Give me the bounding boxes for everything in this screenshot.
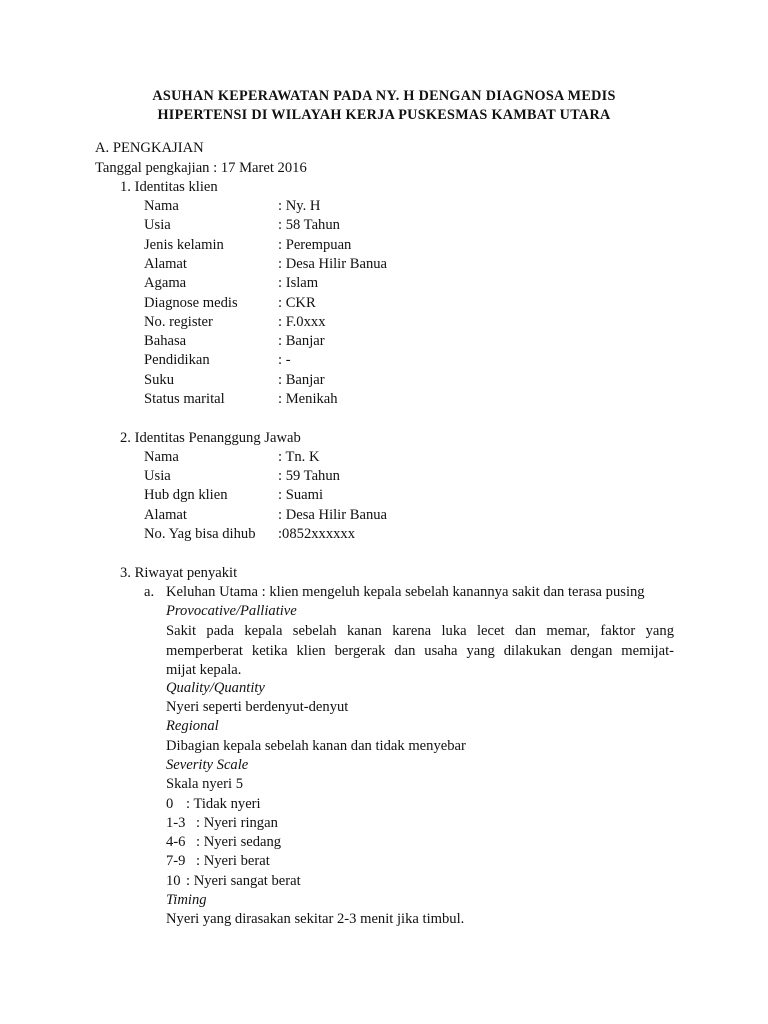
field-value: : Islam <box>278 275 319 291</box>
field-label: No. register <box>144 314 213 330</box>
field-value: : - <box>278 352 291 368</box>
paragraph-line: memperberat ketika klien bergerak dan usaha yang dilakukan dengan memijat- <box>166 642 674 659</box>
document-title-line-1: ASUHAN KEPERAWATAN PADA NY. H DENGAN DIAGNOSA MEDIS <box>152 88 616 104</box>
list-marker-a: a. <box>144 584 155 600</box>
scale-desc: : Nyeri berat <box>196 853 270 869</box>
provocative-heading: Provocative/Palliative <box>166 603 297 619</box>
field-label: Status marital <box>144 391 225 407</box>
scale-key: 0 <box>166 796 174 812</box>
field-label: Usia <box>144 468 171 484</box>
field-label: Diagnose medis <box>144 295 238 311</box>
scale-desc: : Nyeri sedang <box>196 834 282 850</box>
field-label: Bahasa <box>144 333 187 349</box>
field-value: : Ny. H <box>278 198 321 214</box>
field-label: Agama <box>144 275 187 291</box>
field-value: :0852xxxxxx <box>278 526 356 542</box>
identitas-klien-heading: 1. Identitas klien <box>120 179 218 195</box>
provocative-paragraph <box>166 622 674 681</box>
paragraph-line: Sakit pada kepala sebelah kanan karena luka lecet dan memar, faktor yang <box>166 623 674 639</box>
field-value: : 58 Tahun <box>278 217 340 233</box>
field-label: Usia <box>144 217 171 233</box>
severity-text: Skala nyeri 5 <box>166 776 244 792</box>
riwayat-penyakit-heading: 3. Riwayat penyakit <box>120 565 238 581</box>
tanggal-pengkajian: Tanggal pengkajian : 17 Maret 2016 <box>95 160 307 176</box>
scale-desc: : Tidak nyeri <box>186 796 261 812</box>
field-value: : F.0xxx <box>278 314 326 330</box>
field-label: Alamat <box>144 507 187 523</box>
field-value: : Desa Hilir Banua <box>278 507 388 523</box>
regional-text: Dibagian kepala sebelah kanan dan tidak menyebar <box>166 738 466 754</box>
quality-heading: Quality/Quantity <box>166 680 265 696</box>
quality-text: Nyeri seperti berdenyut-denyut <box>166 699 349 715</box>
scale-key: 7-9 <box>166 853 186 869</box>
field-label: Suku <box>144 372 175 388</box>
field-value: : Menikah <box>278 391 338 407</box>
field-label: Nama <box>144 449 179 465</box>
field-label: Nama <box>144 198 179 214</box>
scale-key: 4-6 <box>166 834 186 850</box>
field-value: : Perempuan <box>278 237 352 253</box>
field-value: : Banjar <box>278 372 325 388</box>
field-label: Hub dgn klien <box>144 487 228 503</box>
field-value: : 59 Tahun <box>278 468 340 484</box>
field-value: : Tn. K <box>278 449 320 465</box>
field-label: Jenis kelamin <box>144 237 224 253</box>
field-value: : Desa Hilir Banua <box>278 256 388 272</box>
penanggung-jawab-heading: 2. Identitas Penanggung Jawab <box>120 430 301 446</box>
keluhan-utama: Keluhan Utama : klien mengeluh kepala sebelah kanannya sakit dan terasa pusing <box>166 584 645 600</box>
severity-heading: Severity Scale <box>166 757 249 773</box>
regional-heading: Regional <box>166 718 219 734</box>
timing-heading: Timing <box>166 892 207 908</box>
paragraph-line: mijat kepala. <box>166 662 242 678</box>
scale-key: 10 <box>166 873 181 889</box>
field-label: Alamat <box>144 256 187 272</box>
document-title-line-2: HIPERTENSI DI WILAYAH KERJA PUSKESMAS KAMBAT UTARA <box>157 107 611 123</box>
scale-desc: : Nyeri sangat berat <box>186 873 301 889</box>
section-heading-pengkajian: A. PENGKAJIAN <box>95 140 204 156</box>
field-value: : CKR <box>278 295 316 311</box>
field-label: No. Yag bisa dihub <box>144 526 256 542</box>
scale-key: 1-3 <box>166 815 186 831</box>
timing-text: Nyeri yang dirasakan sekitar 2-3 menit jika timbul. <box>166 911 465 927</box>
scale-desc: : Nyeri ringan <box>196 815 278 831</box>
field-value: : Banjar <box>278 333 325 349</box>
field-label: Pendidikan <box>144 352 210 368</box>
field-value: : Suami <box>278 487 323 503</box>
